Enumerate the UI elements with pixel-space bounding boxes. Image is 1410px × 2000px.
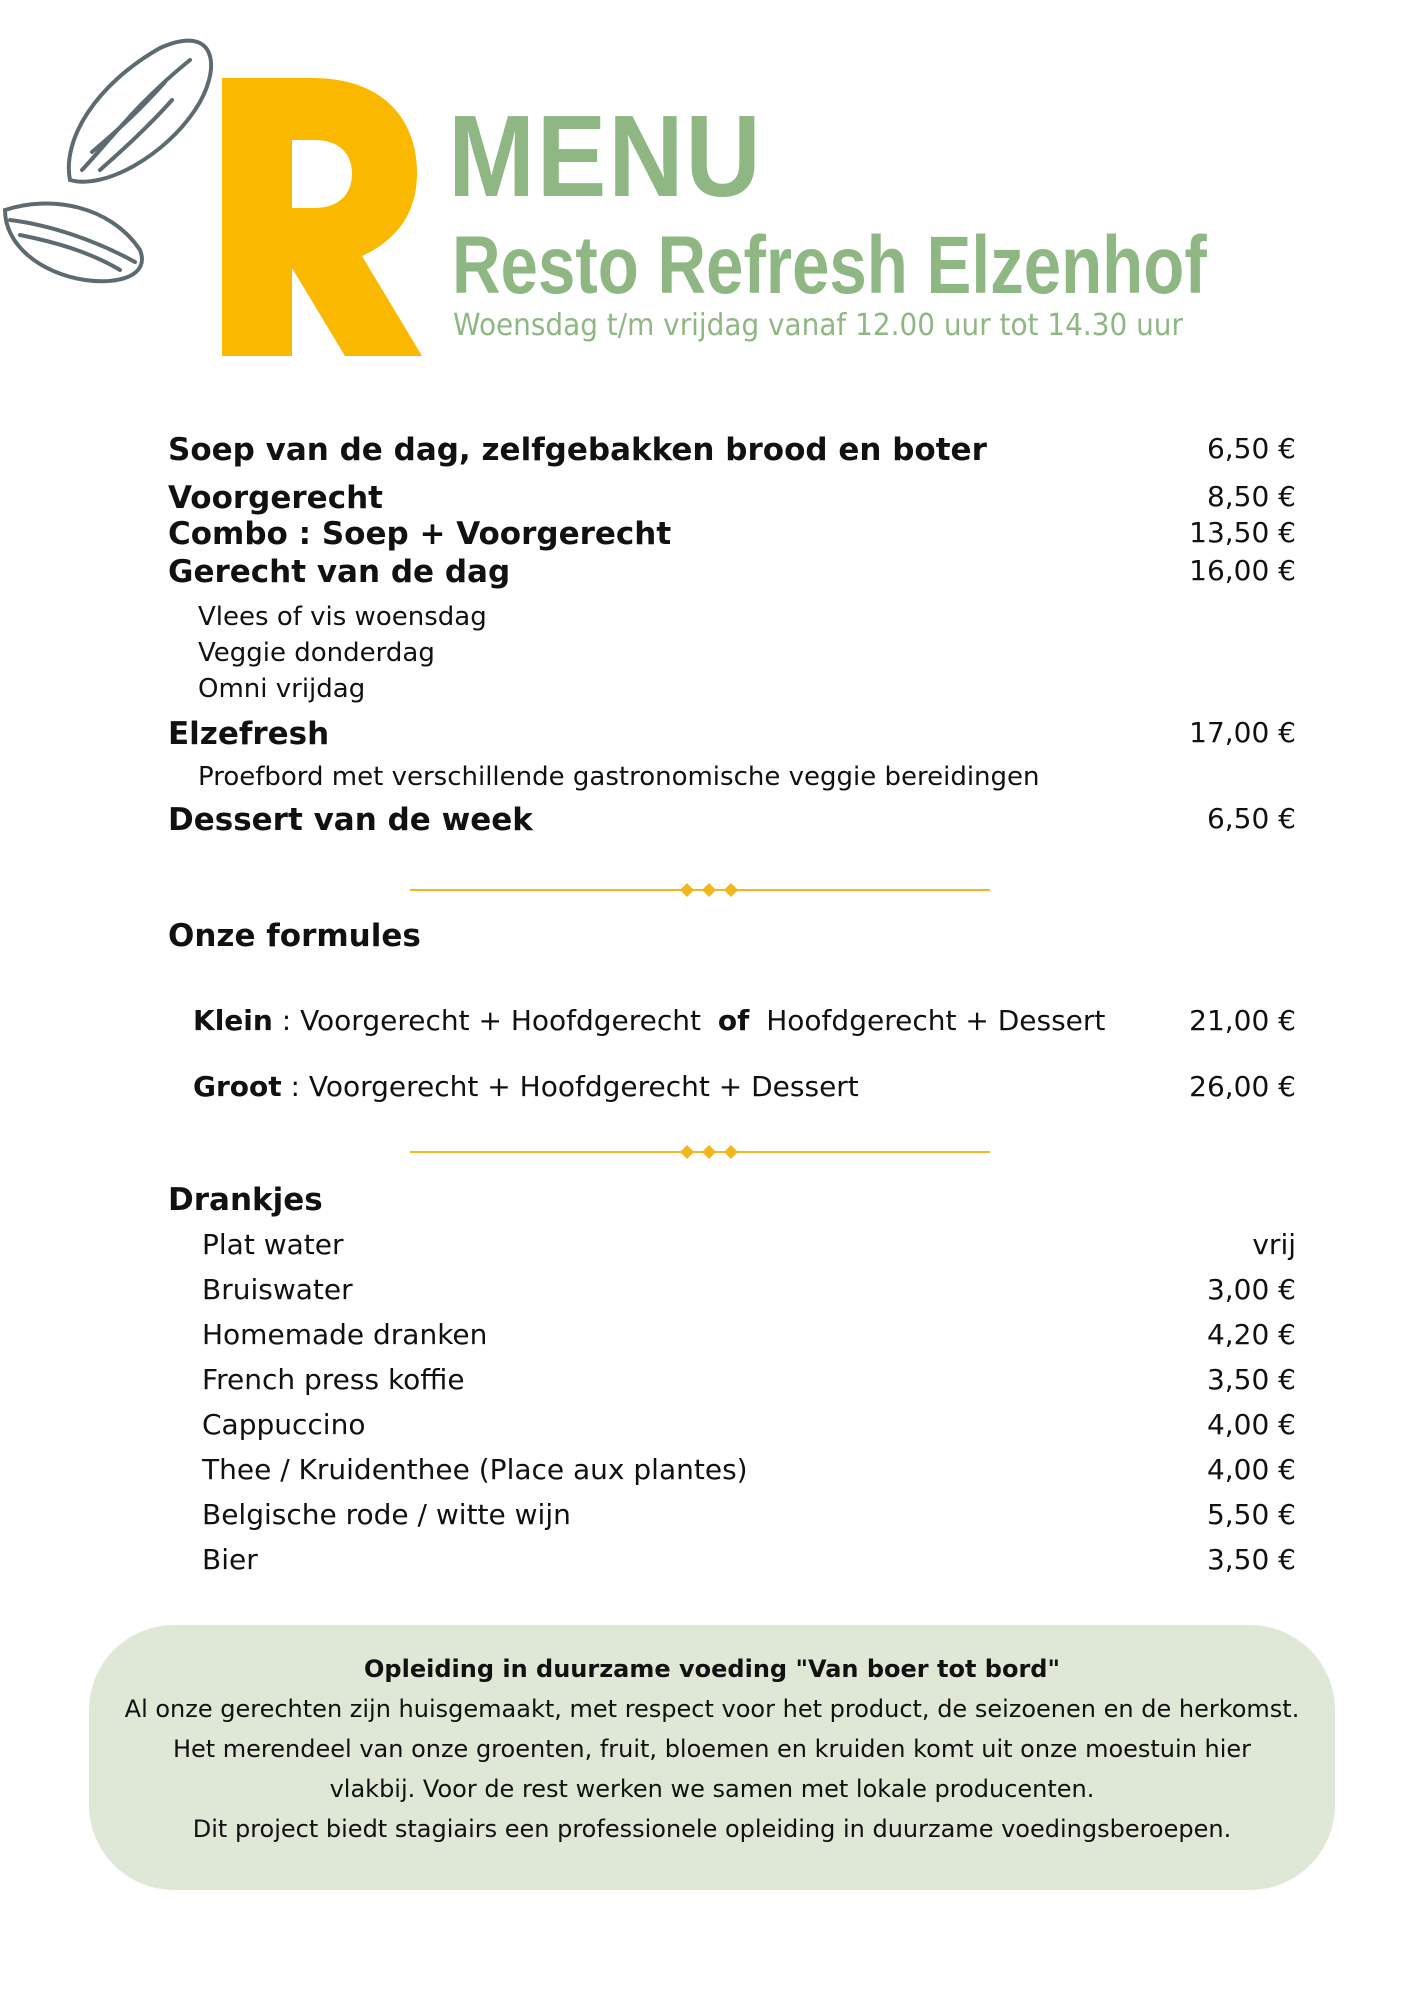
- info-line: Dit project biedt stagiairs een professionele opleiding in duurzame voedingsberoepen.: [192, 1815, 1232, 1843]
- formula-label: Groot: [193, 1070, 282, 1103]
- dish-detail: Omni vrijdag: [198, 674, 366, 704]
- menu-item-name: Elzefresh: [168, 716, 330, 752]
- info-line: vlakbij. Voor de rest werken we samen met lokale producenten.: [329, 1775, 1095, 1803]
- divider: [410, 1142, 990, 1162]
- drink-name: French press koffie: [202, 1363, 465, 1396]
- drink-price: 5,50 €: [1206, 1498, 1296, 1531]
- menu-item-name: Dessert van de week: [168, 802, 533, 838]
- menu-item-price: 6,50 €: [1206, 432, 1296, 465]
- drink-name: Belgische rode / witte wijn: [202, 1498, 571, 1531]
- drink-name: Bruiswater: [202, 1273, 353, 1306]
- formula-price: 26,00 €: [1189, 1070, 1296, 1103]
- drink-price: vrij: [1252, 1228, 1296, 1261]
- logo-r-icon: [222, 78, 422, 356]
- formula-label: Klein: [193, 1004, 273, 1037]
- drinks-title: Drankjes: [168, 1182, 323, 1218]
- opening-hours: Woensdag t/m vrijdag vanaf 12.00 uur tot 14.30 uur: [453, 308, 1183, 343]
- menu-item-name: Voorgerecht: [168, 480, 383, 516]
- drink-price: 4,00 €: [1206, 1453, 1296, 1486]
- divider: [410, 880, 990, 900]
- formula-klein: [193, 1004, 1105, 1037]
- drink-price: 3,00 €: [1206, 1273, 1296, 1306]
- info-box: [89, 1625, 1335, 1890]
- menu-item-price: 17,00 €: [1189, 716, 1296, 749]
- formula-text: : Voorgerecht + Hoofdgerecht: [272, 1004, 710, 1037]
- formula-or: of: [717, 1004, 750, 1037]
- drink-name: Thee / Kruidenthee (Place aux plantes): [202, 1453, 748, 1486]
- dish-detail: Vlees of vis woensdag: [198, 602, 487, 632]
- drink-name: Bier: [202, 1543, 258, 1576]
- dish-detail: Veggie donderdag: [198, 638, 435, 668]
- drink-name: Homemade dranken: [202, 1318, 488, 1351]
- restaurant-name: Resto Refresh Elzenhof: [452, 220, 1207, 311]
- drink-price: 4,20 €: [1206, 1318, 1296, 1351]
- drink-price: 3,50 €: [1206, 1543, 1296, 1576]
- menu-item-price: 13,50 €: [1189, 516, 1296, 549]
- menu-item-name: Combo : Soep + Voorgerecht: [168, 516, 672, 552]
- formules-title: Onze formules: [168, 918, 421, 954]
- drink-name: Plat water: [202, 1228, 344, 1261]
- formula-text: Hoofdgerecht + Dessert: [757, 1004, 1106, 1037]
- drink-price: 3,50 €: [1206, 1363, 1296, 1396]
- info-line: Het merendeel van onze groenten, fruit, bloemen en kruiden komt uit onze moestuin hier: [172, 1735, 1252, 1763]
- formula-price: 21,00 €: [1189, 1004, 1296, 1037]
- info-line: Al onze gerechten zijn huisgemaakt, met respect voor het product, de seizoenen en de herkomst.: [124, 1695, 1300, 1723]
- dish-detail: Proefbord met verschillende gastronomische veggie bereidingen: [198, 762, 1040, 792]
- menu-item-price: 8,50 €: [1206, 480, 1296, 513]
- info-title: Opleiding in duurzame voeding "Van boer tot bord": [364, 1655, 1060, 1683]
- menu-item-price: 16,00 €: [1189, 554, 1296, 587]
- drink-price: 4,00 €: [1206, 1408, 1296, 1441]
- formula-text: : Voorgerecht + Hoofdgerecht + Dessert: [281, 1070, 859, 1103]
- menu-item-price: 6,50 €: [1206, 802, 1296, 835]
- menu-item-name: Soep van de dag, zelfgebakken brood en boter: [168, 432, 987, 468]
- menu-title: MENU: [448, 91, 763, 221]
- formula-groot: [193, 1070, 859, 1103]
- drink-name: Cappuccino: [202, 1408, 366, 1441]
- seeds-illustration: [0, 30, 220, 310]
- menu-item-name: Gerecht van de dag: [168, 554, 511, 590]
